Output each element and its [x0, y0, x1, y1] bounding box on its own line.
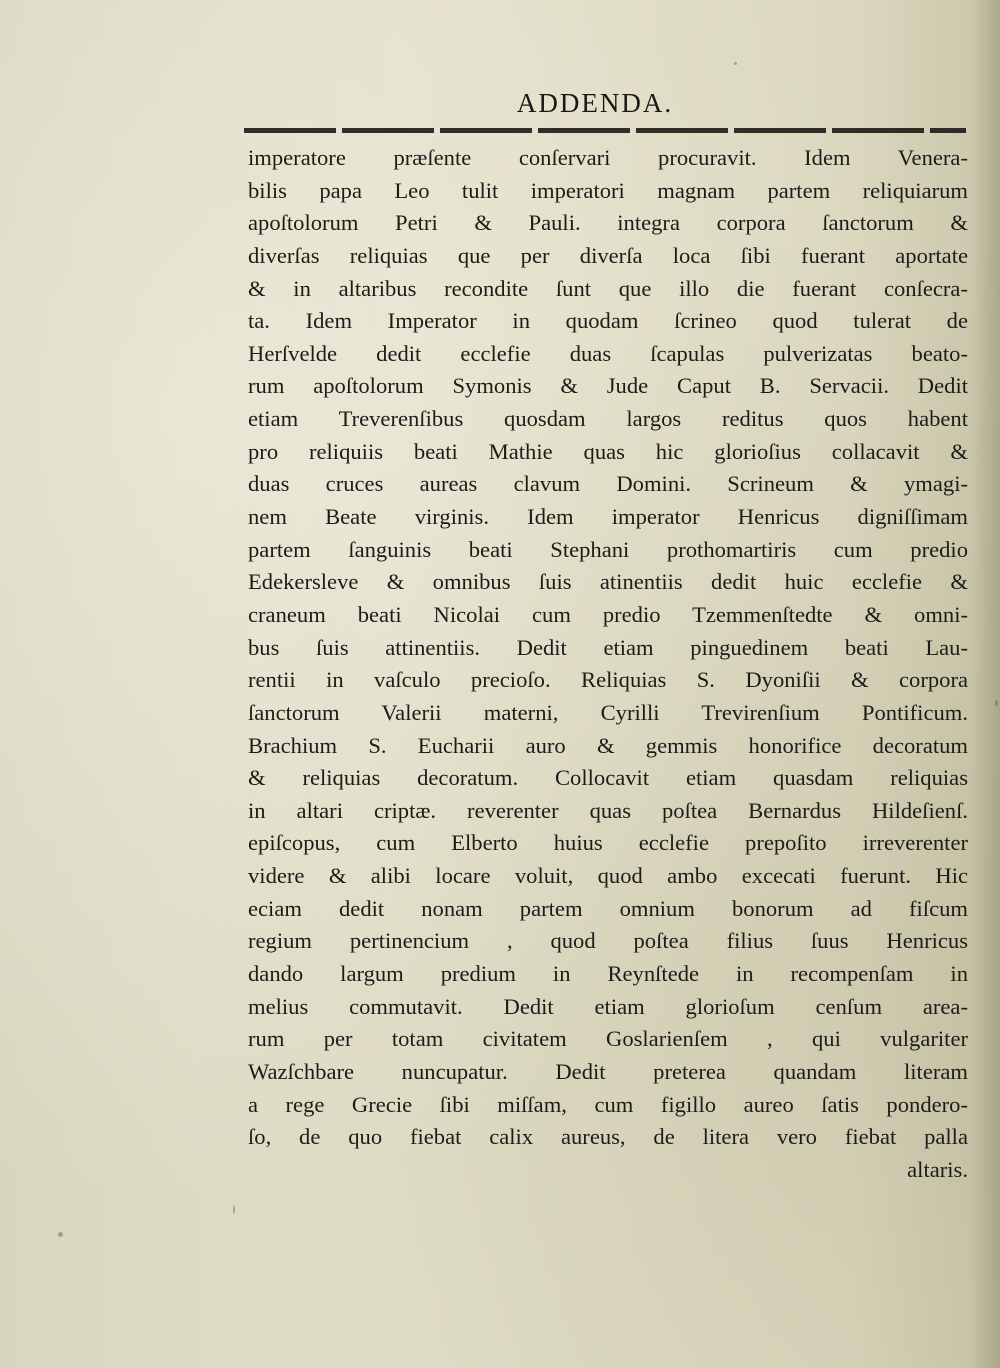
running-title: ADDENDA. — [516, 88, 674, 118]
text-line: etiam Treverenſibus quosdam largos reditus quos habent — [248, 406, 968, 432]
page-header — [0, 88, 1000, 119]
text-line: Edekersleve & omnibus ſuis atinentiis dedit huic ecclefie & — [248, 569, 968, 595]
text-line: nem Beate virginis. Idem imperator Henricus digniſſimam — [248, 504, 968, 530]
text-line: altaris. — [907, 1156, 968, 1182]
text-line: pro reliquiis beati Mathie quas hic glorioſius collacavit & — [248, 438, 968, 464]
paper-speck — [58, 1232, 63, 1237]
text-line: apoſtolorum Petri & Pauli. integra corpora ſanctorum & — [248, 210, 968, 236]
text-line: craneum beati Nicolai cum predio Tzemmenſtedte & omni- — [248, 601, 968, 627]
text-line: ta. Idem Imperator in quodam ſcrineo quod tulerat de — [248, 308, 968, 334]
text-line: rum per totam civitatem Goslarienſem , qui vulgariter — [248, 1026, 968, 1052]
text-line: diverſas reliquias que per diverſa loca ſibi fuerant aportate — [248, 242, 968, 268]
text-line: bus ſuis attinentiis. Dedit etiam pinguedinem beati Lau- — [248, 634, 968, 660]
text-line: eciam dedit nonam partem omnium bonorum ad fiſcum — [248, 895, 968, 921]
text-line: bilis papa Leo tulit imperatori magnam partem reliquiarum — [248, 177, 968, 203]
text-line: Wazſchbare nuncupatur. Dedit preterea quandam literam — [248, 1058, 968, 1084]
body-text — [248, 142, 968, 1187]
paper-speck — [734, 62, 737, 65]
text-line: rentii in vaſculo precioſo. Reliquias S. Dyoniſii & corpora — [248, 667, 968, 693]
paper-speck — [233, 1205, 235, 1214]
text-line: in altari criptæ. reverenter quas poſtea Bernardus Hildeſienſ. — [248, 797, 968, 823]
text-line: Brachium S. Eucharii auro & gemmis honorifice decoratum — [248, 732, 968, 758]
text-line: videre & alibi locare voluit, quod ambo excecati fuerunt. Hic — [248, 863, 968, 889]
text-line: & reliquias decoratum. Collocavit etiam quasdam reliquias — [248, 765, 968, 791]
paper-speck — [995, 700, 998, 706]
text-line: & in altaribus recondite ſunt que illo die fuerant conſecra- — [248, 275, 968, 301]
text-line: partem ſanguinis beati Stephani prothomartiris cum predio — [248, 536, 968, 562]
text-line: a rege Grecie ſibi miſſam, cum figillo aureo ſatis pondero- — [248, 1091, 968, 1117]
page-edge-shadow — [970, 0, 1000, 1368]
text-line: Herſvelde dedit ecclefie duas ſcapulas pulverizatas beato- — [248, 340, 968, 366]
header-rule — [244, 128, 966, 133]
text-line: rum apoſtolorum Symonis & Jude Caput B. Servacii. Dedit — [248, 373, 968, 399]
text-line: ſanctorum Valerii materni, Cyrilli Trevirenſium Pontificum. — [248, 699, 968, 725]
text-line: ſo, de quo fiebat calix aureus, de litera vero fiebat palla — [248, 1124, 968, 1150]
text-line: regium pertinencium , quod poſtea filius ſuus Henricus — [248, 928, 968, 954]
text-line: imperatore præſente conſervari procuravit. Idem Venera- — [248, 145, 968, 170]
text-line: melius commutavit. Dedit etiam glorioſum cenſum area- — [248, 993, 968, 1019]
text-line: epiſcopus, cum Elberto huius ecclefie prepoſito irreverenter — [248, 830, 968, 856]
text-line: dando largum predium in Reynſtede in recompenſam in — [248, 961, 968, 987]
text-line: duas cruces aureas clavum Domini. Scrineum & ymagi- — [248, 471, 968, 497]
